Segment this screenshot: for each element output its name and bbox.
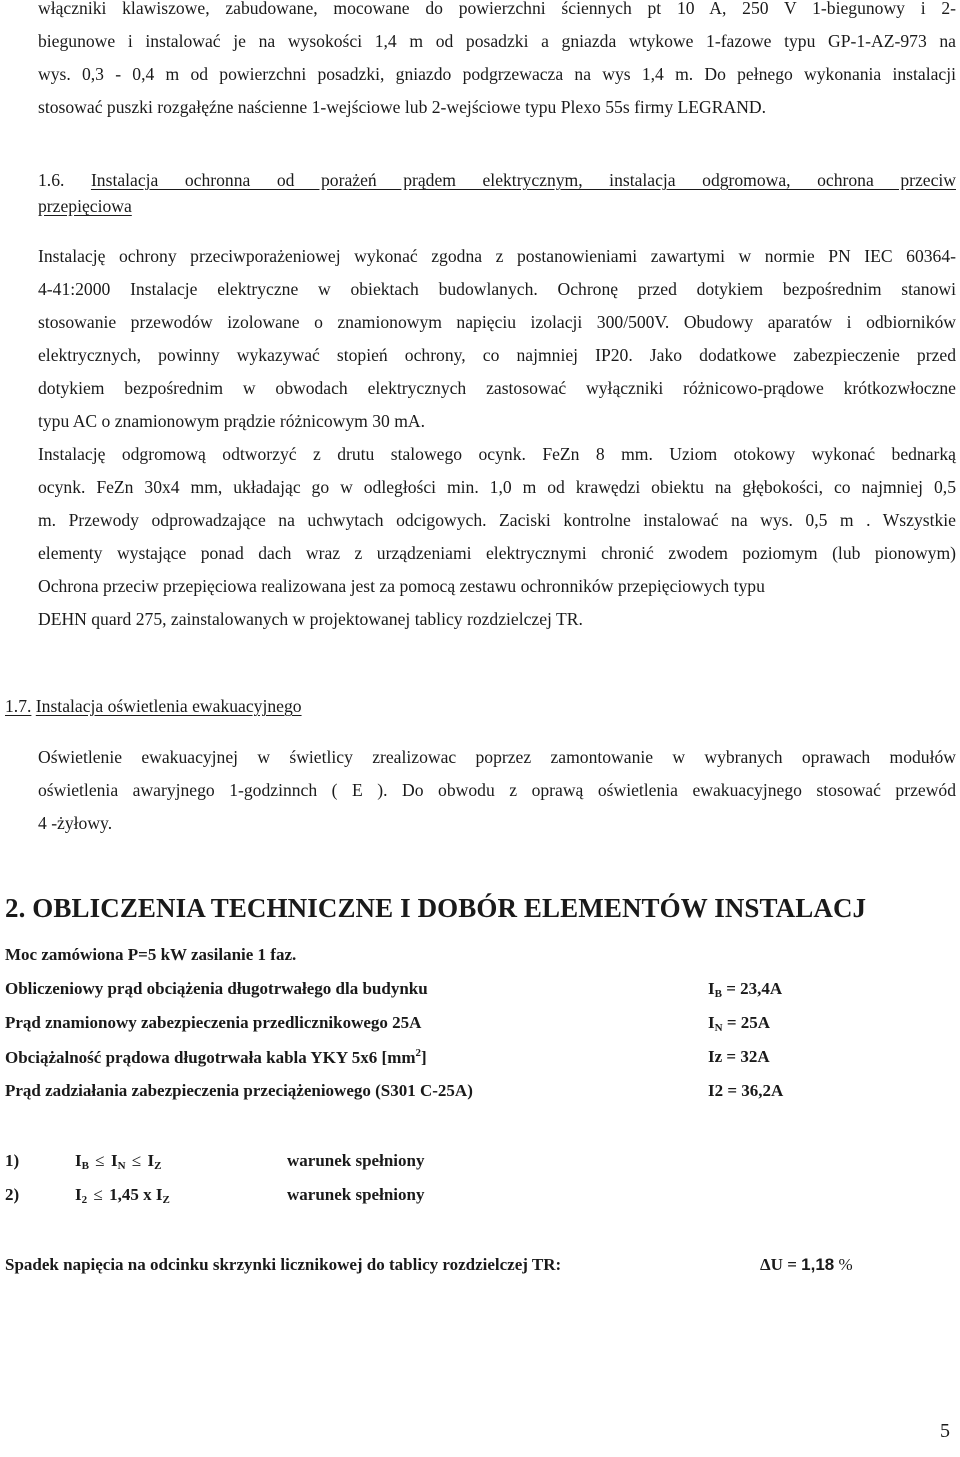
text-line: elementy wystające ponad dach wraz z urządzeniami elektrycznymi chronić zwodem poziomym (lub pionowym) xyxy=(38,543,956,563)
condition-formula: $I_2 \le 1,45$ x $I_Z$ xyxy=(75,1185,170,1206)
voltage-drop-label: Spadek napięcia na odcinku skrzynki licznikowej do tablicy rozdzielczej TR: xyxy=(5,1255,562,1274)
text-line: Oświetlenie ewakuacyjnej w świetlicy zrealizowac poprzez zamontowanie w wybranych oprawach modułów xyxy=(38,747,956,767)
section-1-7-body xyxy=(38,741,956,840)
text-line: stosowanie przewodów izolowane o znamionowym napięciu izolacji 300/500V. Obudowy aparatów i odbiorników xyxy=(38,312,956,332)
text-line: Ochrona przeciw przepięciowa realizowana jest za pomocą zestawu ochronników przepięciowych typu xyxy=(38,576,765,596)
text-line: 4 -żyłowy. xyxy=(38,813,113,833)
text-line: Instalację ochrony przeciwporażeniowej wykonać zgodna z postanowieniami zawartymi w normie PN IEC 60364- xyxy=(38,246,956,266)
condition-number: 2) xyxy=(5,1185,20,1204)
text-line: elektrycznych, powinny wykazywać stopień ochrony, co najmniej IP20. Jako dodatkowe zabezpieczenie przed xyxy=(38,345,956,365)
text-line: typu AC o znamionowym prądzie różnicowym 30 mA. xyxy=(38,411,425,431)
section-1-6-body xyxy=(38,240,956,636)
text-line: biegunowe i instalować je na wysokości 1,4 m od posadzki a gniazda wtykowe 1-fazowe typu GP-1-AZ-973 na xyxy=(38,31,956,51)
section-1-6-heading xyxy=(38,164,956,216)
text-line: oświetlenia awaryjnego 1-godzinnch ( E ). Do obwodu z oprawą oświetlenia ewakuacyjnego stosować przewód xyxy=(38,780,956,800)
condition-result: warunek spełniony xyxy=(287,1151,425,1170)
less-equal-icon: ≤ xyxy=(95,1151,105,1170)
calc-value: I2 = 36,2A xyxy=(708,1081,784,1100)
text-line: dotykiem bezpośrednim w obwodach elektrycznych zastosować wyłączniki różnicowo-prądowe krótkozwłoczne xyxy=(38,378,956,398)
section-2-heading: 2. OBLICZENIA TECHNICZNE I DOBÓR ELEMENTÓW INSTALACJ xyxy=(5,893,867,923)
section-title: Instalacja oświetlenia ewakuacyjnego xyxy=(35,696,302,716)
text-line: włączniki klawiszowe, zabudowane, mocowane do powierzchni ściennych pt 10 A, 250 V 1-biegunowy i 2- xyxy=(38,0,956,18)
section-title: Instalacja ochronna od porażeń prądem elektrycznym, instalacja odgromowa, ochrona przeciw xyxy=(90,170,956,190)
section-1-7-heading xyxy=(5,690,956,716)
delta-icon: Δ xyxy=(760,1255,771,1274)
calc-value: $I_B = 23,4A$ xyxy=(708,979,783,1000)
calc-value: Iz = 32A xyxy=(708,1047,770,1066)
calc-label: Obciążalność prądowa długotrwała kabla YKY 5x6 $[mm^2]$ xyxy=(5,1047,427,1067)
ordered-power: Moc zamówiona P=5 kW zasilanie 1 faz. xyxy=(5,945,297,964)
text-line: 4-41:2000 Instalacje elektryczne w obiektach budowlanych. Ochronę przed dotykiem bezpośrednim stanowi xyxy=(38,279,956,299)
section-number: 1.7. xyxy=(5,696,32,716)
text-line: Instalację odgromową odtworzyć z drutu stalowego ocynk. FeZn 8 mm. Uziom otokowy wykonać bednarką xyxy=(38,444,956,464)
less-equal-icon: ≤ xyxy=(93,1185,103,1204)
condition-formula: $I_B \le I_N \le I_Z$ xyxy=(75,1151,162,1172)
text-line: stosować puszki rozgałęźne naścienne 1-wejściowe lub 2-wejściowe typu Plexo 55s firmy LEGRAND. xyxy=(38,97,767,117)
text-line: ocynk. FeZn 30x4 mm, układając go w odległości min. 1,0 m od krawędzi obiektu na głębokości, co najmniej 0,5 xyxy=(38,477,956,497)
condition-number: 1) xyxy=(5,1151,20,1170)
calc-label: Obliczeniowy prąd obciążenia długotrwałego dla budynku xyxy=(5,979,428,998)
less-equal-icon: ≤ xyxy=(131,1151,142,1170)
section-title-continued: przepięciowa xyxy=(38,196,132,216)
page-number: 5 xyxy=(940,1420,950,1442)
condition-result: warunek spełniony xyxy=(287,1185,425,1204)
intro-paragraph xyxy=(38,0,956,124)
text-line: wys. 0,3 - 0,4 m od powierzchni posadzki, gniazdo podgrzewacza na wys 1,4 m. Do pełnego wykonania instalacji xyxy=(38,64,956,84)
voltage-drop-value: ΔU = 1,18 % xyxy=(760,1255,853,1274)
section-number: 1.6. xyxy=(38,170,65,190)
calc-label: Prąd znamionowy zabezpieczenia przedlicznikowego 25A xyxy=(5,1013,422,1032)
text-line: m. Przewody odprowadzające na uchwytach odcigowych. Zaciski kontrolne instalować na wys. 0,5 m . Wszystkie xyxy=(38,510,956,530)
calc-value: $I_N = 25A$ xyxy=(708,1013,771,1034)
text-line: DEHN quard 275, zainstalowanych w projektowanej tablicy rozdzielczej TR. xyxy=(38,609,583,629)
calc-label: Prąd zadziałania zabezpieczenia przeciążeniowego (S301 C-25A) xyxy=(5,1081,473,1100)
